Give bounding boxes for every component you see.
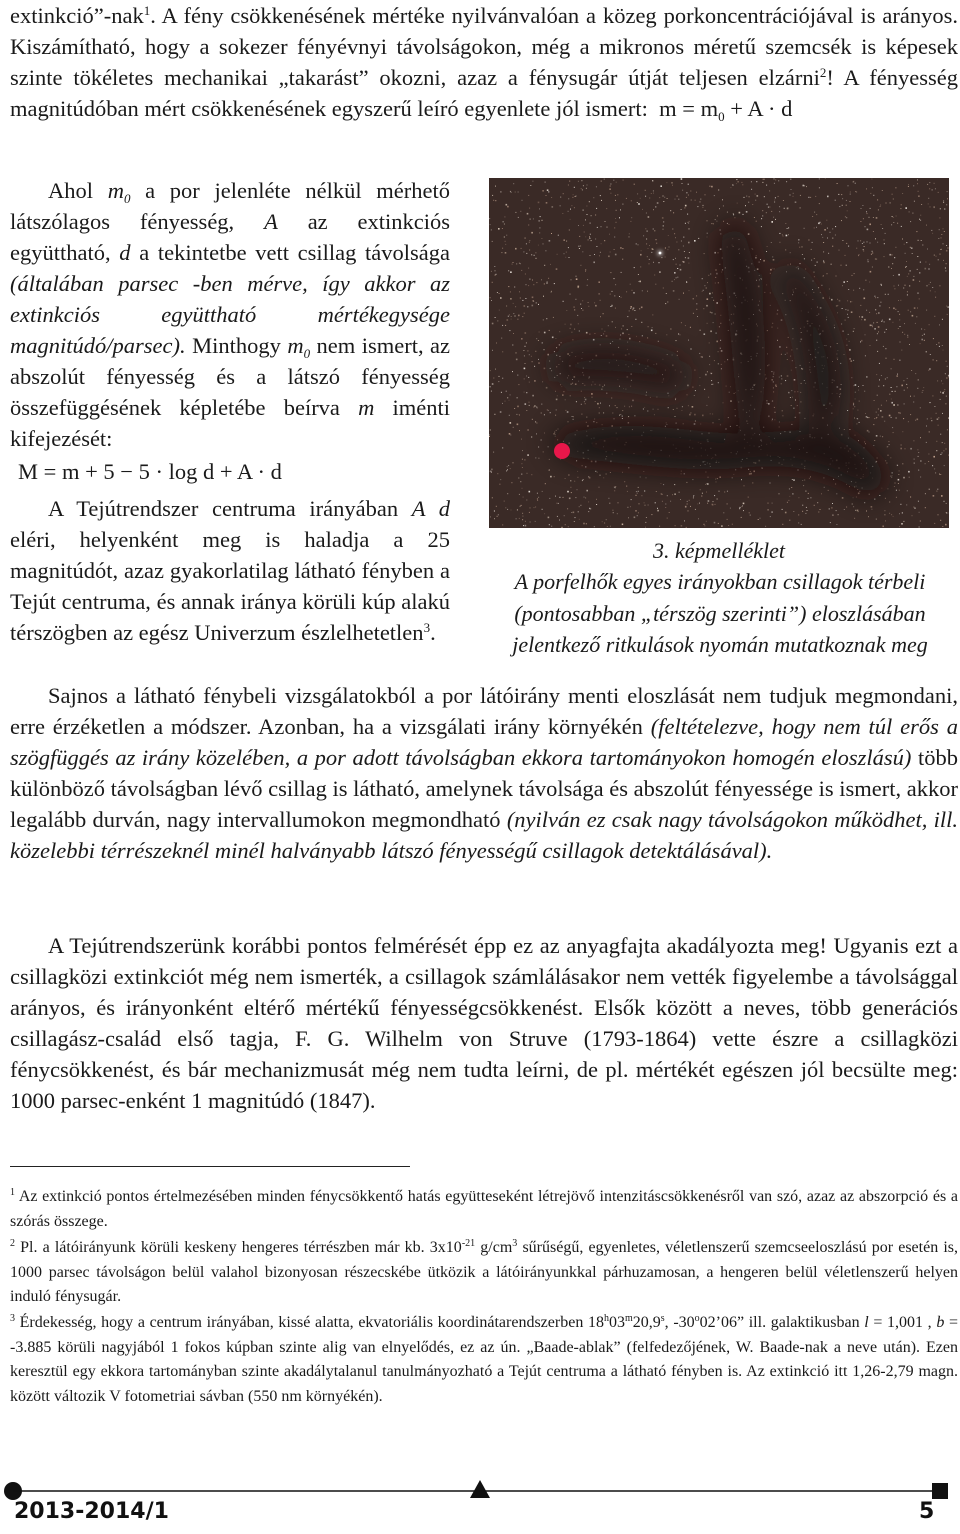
paragraph-dust-distribution: Sajnos a látható fénybeli vizsgálatokból a por látóirány menti eloszlását nem tudjuk megmondani, erre érzéketlen a módszer. Azonban, ha a vizsgálati irány környékén (feltételezve, hogy nem túl erős a szögfüggés az irány közelében, a por adott távolságban ekkora tartományokon homogén eloszlású) több különböző távolságban lévő csillag is látható, amelynek távolsága és abszolút fényessége is ismert, akkor legalább durván, nagy intervallumokon megmondható (nyilván ez csak nagy távolságokon működhet, ill. közelebbi térrészeknél minél halványabb látszó fényességű csillagok detektálásával). <box>10 683 959 863</box>
footer-square-right <box>932 1483 948 1499</box>
footnote-2: $^2$ Pl. a látóirányunk körüli keskeny hengeres térrészben már kb. $3x10^{-21}$ $g/cm^3$ sűrűségű, egyenletes, véletlenszerű szemcseeloszlású por esetén is, 1000 parsec távolságon belül valahol bizonyosan részecskébe ütközik a látóirányunkkal párhuzamosan, a hengeren belül véletlenszerű helyen induló fénysugár. <box>10 1238 959 1305</box>
bright-star-core <box>659 252 662 255</box>
figure-label: 3. képmelléklet <box>653 538 785 563</box>
footer-triangle-center <box>470 1480 490 1498</box>
footnote-ref-2[interactable]: 2 <box>819 65 827 80</box>
footnote-ref-3[interactable]: 3 <box>423 620 431 635</box>
red-star-marker <box>554 443 570 459</box>
footnote-ref-1[interactable]: 1 <box>143 3 151 18</box>
equation-extinction: $m = m_0 + A \cdot d$ <box>659 96 793 124</box>
paragraph-variables: Ahol $m_0$ a por jelenléte nélkül mérhető látszólagos fényesség, A az extinkciós együttható, d a tekintetbe vett csillag távolsága (általában parsec -ben mérve, így akkor az extinkciós együttható mértékegysége magnitúdó/parsec). Minthogy $m_0$ nem ismert, az abszolút fényesség és a látszó fényesség összefüggésének képletébe beírva m iménti kifejezését: <box>10 178 451 451</box>
footnote-separator <box>10 1166 410 1167</box>
footnote-3: $^3$ Érdekesség, hogy a centrum irányában, kissé alatta, ekvatoriális koordinátarendszerben 18$^h$03$^m$20,9$^s$, -30$^o$02’06” ill. galaktikusban l = 1,001 , b = -3.885 körüli nagyjából 1 fokos kúpban szinte alig van elnyelődés, ez az ún. „Baade-ablak” (felfedezőjének, W. Baade-nak a neve után). Ezen keresztül egy ekkora tartományban szinte akadálytalanul tanulmányozható a Tejút centruma a látható fényben is. Az extinkció itt 1,26-2,79 magn. között változik V fotometriai sávban (550 nm környékén). <box>10 1313 959 1405</box>
paragraph-extinction-intro: extinkció”-nak$^1$. A fény csökkenésének mértéke nyilvánvalóan a közeg porkoncentrációjával is arányos. Kiszámítható, hogy a sokezer fényévnyi távolságokon, még a mikronos méretű szemcsék is képesek szinte tökéletes mechanikai „takarást” okozni, azaz a fénysugár útját teljesen elzárni$^2$! A fényesség magnitúdóban mért csökkenésének egyszerű leíró egyenlete jól ismert: $m = m_0 + A \cdot d$ <box>10 3 958 124</box>
equation-absolute-magnitude: M = m + 5 − 5 · log d + A · d <box>18 459 282 484</box>
paragraph-galactic-center: A Tejútrendszer centruma irányában A d eléri, helyenként meg is haladja a 25 magnitúdót, azaz gyakorlatilag látható fényben a Tejút centruma, és annak iránya körüli kúp alakú térszögben az egész Univerzum észlelhetetlen$^3$. <box>10 496 450 645</box>
paragraph-struve-history: A Tejútrendszerünk korábbi pontos felmérését épp ez az anyagfajta akadályozta meg! Ugyanis ezt a csillagközi extinkciót még nem ismerték, a csillagok számlálásakor nem vették figyelembe a távolsággal arányos, és irányonként eltérő mértékű fényességcsökkenést. Elsők között a neves, több generációs csillagász-család első tagja, F. G. Wilhelm von Struve (1793-1864) vette észre a csillagközi fénycsökkenést, és bár mechanizmusát még nem tudta leírni, de pl. mértékét egészen jól becsülte meg: 1000 parsec-enként 1 magnitúdó (1847). <box>10 933 958 1113</box>
figure-caption: A porfelhők egyes irányokban csillagok térbeli (pontosabban „térszög szerinti”) eloszlásában jelentkező ritkulások nyomán mutatkoznak meg <box>512 569 928 657</box>
footer-issue-year: 2013-2014/1 <box>14 1499 169 1524</box>
footer-page-number: 5 <box>919 1499 935 1524</box>
star-field-image <box>489 178 949 528</box>
footnote-1: $^1$ Az extinkció pontos értelmezésében minden fénycsökkentő hatás együtteseként létrejövő intenzitáscsökkenésről van szó, azaz az abszorpció és a szórás összege. <box>10 1187 958 1230</box>
